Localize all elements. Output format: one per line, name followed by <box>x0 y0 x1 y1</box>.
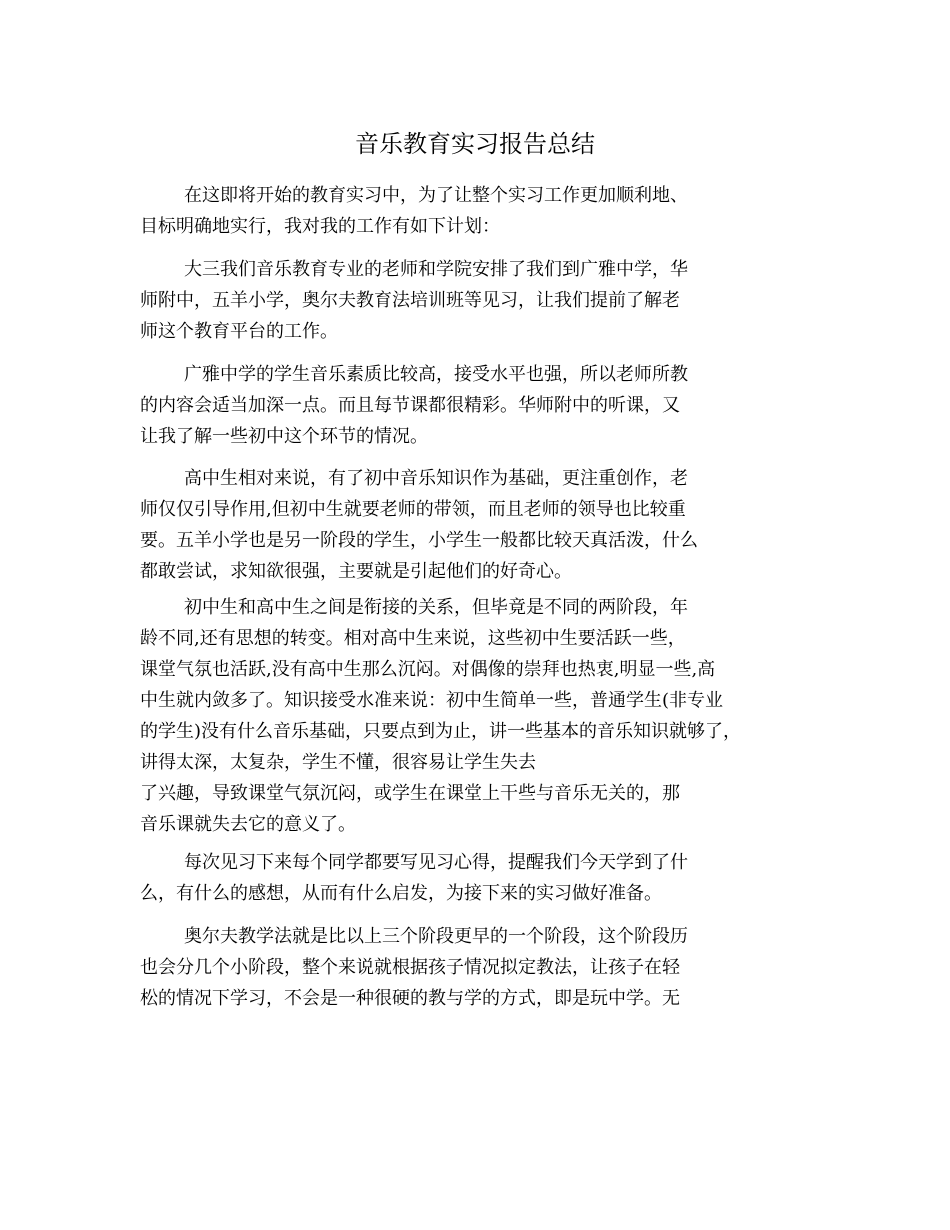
paragraph-line: 音乐课就失去它的意义了。 <box>140 814 356 835</box>
paragraph-line: 课堂气氛也活跃,没有高中生那么沉闷。对偶像的崇拜也热衷,明显一些,高 <box>140 659 716 680</box>
paragraph-line: 奥尔夫教学法就是比以上三个阶段更早的一个阶段，这个阶段历 <box>184 926 688 947</box>
paragraph-line: 师附中，五羊小学，奥尔夫教育法培训班等见习，让我们提前了解老 <box>140 290 680 311</box>
paragraph-line: 要。五羊小学也是另一阶段的学生，小学生一般都比较天真活泼，什么 <box>140 530 698 551</box>
paragraph-1 <box>140 180 688 242</box>
paragraph-line: 了兴趣，导致课堂气氛沉闷，或学生在课堂上干些与音乐无关的，那 <box>140 783 680 804</box>
paragraph-line: 都敢尝试，求知欲很强，主要就是引起他们的好奇心。 <box>140 561 572 582</box>
paragraph-line: 么，有什么的感想，从而有什么启发，为接下来的实习做好准备。 <box>140 883 662 904</box>
paragraph-line: 也会分几个小阶段，整个来说就根据孩子情况拟定教法，让孩子在轻 <box>140 957 680 978</box>
paragraph-5 <box>140 592 741 840</box>
document-title: 音乐教育实习报告总结 <box>355 130 595 158</box>
paragraph-2 <box>140 254 688 347</box>
paragraph-3 <box>140 359 688 452</box>
paragraph-line: 高中生相对来说，有了初中音乐知识作为基础，更注重创作，老 <box>184 468 688 489</box>
paragraph-line: 松的情况下学习，不会是一种很硬的教与学的方式，即是玩中学。无 <box>140 988 680 1009</box>
paragraph-line: 的内容会适当加深一点。而且每节课都很精彩。华师附中的听课，又 <box>140 395 680 416</box>
paragraph-line: 初中生和高中生之间是衔接的关系，但毕竟是不同的两阶段，年 <box>184 597 688 618</box>
paragraph-line: 广雅中学的学生音乐素质比较高，接受水平也强，所以老师所教 <box>184 364 688 385</box>
paragraph-line: 龄不同,还有思想的转变。相对高中生来说，这些初中生要活跃一些， <box>140 628 686 649</box>
paragraph-line: 每次见习下来每个同学都要写见习心得，提醒我们今天学到了什 <box>184 852 688 873</box>
paragraph-6 <box>140 847 688 909</box>
paragraph-line: 中生就内敛多了。知识接受水准来说：初中生简单一些，普通学生(非专业 <box>140 690 724 711</box>
paragraph-line: 大三我们音乐教育专业的老师和学院安排了我们到广雅中学，华 <box>184 259 688 280</box>
paragraph-7 <box>140 921 688 1014</box>
paragraph-line: 讲得太深，太复杂，学生不懂，很容易让学生失去 <box>140 752 536 773</box>
paragraph-line: 目标明确地实行，我对我的工作有如下计划： <box>140 216 500 237</box>
paragraph-line: 在这即将开始的教育实习中，为了让整个实习工作更加顺利地、 <box>184 185 688 206</box>
paragraph-line: 师这个教育平台的工作。 <box>140 321 338 342</box>
paragraph-line: 让我了解一些初中这个环节的情况。 <box>140 426 428 447</box>
paragraph-line: 的学生)没有什么音乐基础，只要点到为止，讲一些基本的音乐知识就够了， <box>140 721 742 742</box>
paragraph-line: 师仅仅引导作用,但初中生就要老师的带领，而且老师的领导也比较重 <box>140 499 686 520</box>
paragraph-4 <box>140 463 698 587</box>
